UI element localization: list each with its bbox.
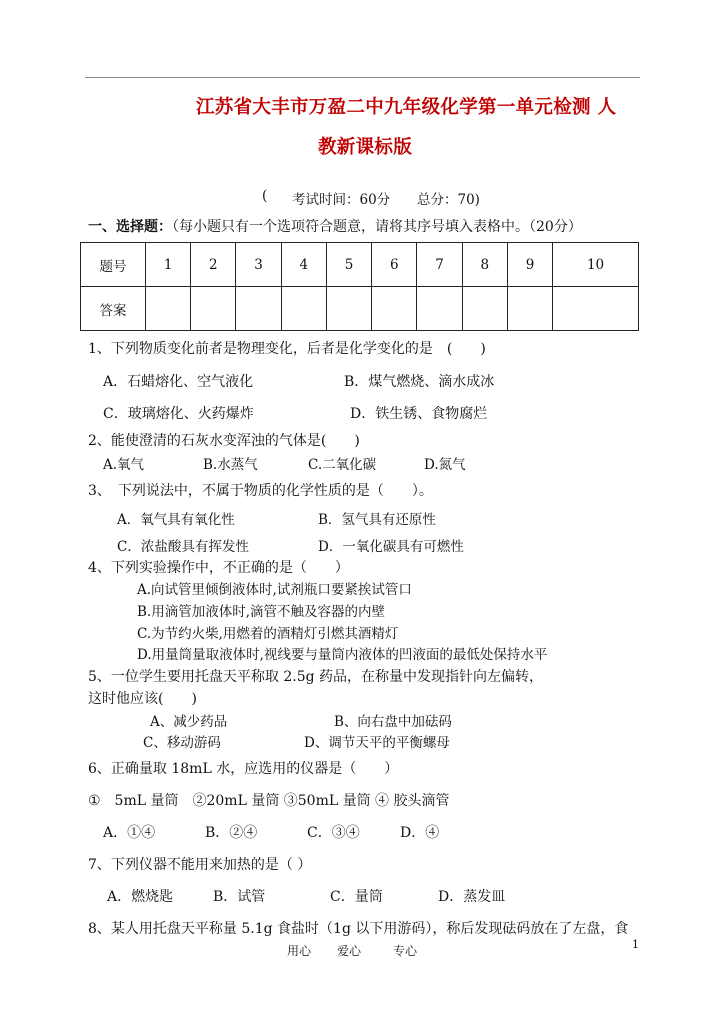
q7-option-a: A．燃烧匙	[107, 889, 174, 905]
q2-option-b: B.水蒸气	[203, 457, 258, 473]
q6-option-c: C．③④	[307, 825, 360, 841]
q1-option-b: B．煤气燃烧、滴水成冰	[344, 374, 495, 390]
q6-option-d: D．④	[400, 825, 440, 841]
answer-cell[interactable]	[417, 287, 462, 331]
q5-option-c: C、移动游码	[143, 735, 221, 751]
table-cell-number: 6	[372, 243, 417, 287]
table-cell-number: 1	[146, 243, 191, 287]
q6-option-b: B．②④	[205, 825, 258, 841]
footer-text-yongxin: 用心	[287, 944, 312, 958]
document-title-line2: 教新课标版	[318, 137, 413, 158]
q4-option-d: D.用量筒量取液体时,视线要与量筒内液体的凹液面的最低处保持水平	[137, 647, 548, 663]
q5-stem-line1: 5、一位学生要用托盘天平称取 2.5g 药品，在称量中发现指针向左偏转，	[88, 669, 544, 685]
footer-text-aixin: 爱心	[337, 944, 362, 958]
q1-stem: 1、下列物质变化前者是物理变化，后者是化学变化的是 ( )	[88, 341, 486, 357]
q6-items: ① 5mL 量筒 ②20mL 量筒 ③50mL 量筒 ④ 胶头滴管	[88, 793, 450, 809]
q7-option-b: B．试管	[213, 889, 266, 905]
answer-cell[interactable]	[146, 287, 191, 331]
answer-cell[interactable]	[372, 287, 417, 331]
table-cell-number: 3	[236, 243, 281, 287]
q4-option-b: B.用滴管加液体时,滴管不触及容器的内壁	[137, 604, 386, 620]
q3-option-b: B．氢气具有还原性	[318, 512, 436, 528]
table-header-answer-label: 答案	[81, 287, 146, 331]
q2-stem: 2、能使澄清的石灰水变浑浊的气体是( )	[88, 433, 360, 449]
q1-option-d: D．铁生锈、食物腐烂	[350, 406, 488, 422]
table-cell-number: 7	[417, 243, 462, 287]
q7-option-c: C．量筒	[330, 889, 383, 905]
q1-option-c: C．玻璃熔化、火药爆炸	[103, 406, 254, 422]
table-cell-number: 10	[553, 243, 639, 287]
answer-cell[interactable]	[281, 287, 326, 331]
document-title-line1: 江苏省大丰市万盈二中九年级化学第一单元检测 人	[196, 97, 617, 118]
q1-option-a: A．石蜡熔化、空气液化	[103, 374, 254, 390]
q3-stem: 3、 下列说法中，不属于物质的化学性质的是（ ）。	[88, 483, 433, 499]
footer-text-zhuanxin: 专心	[393, 944, 418, 958]
q8-stem: 8、某人用托盘天平称量 5.1g 食盐时（1g 以下用游码），称后发现砝码放在了左盘，食	[88, 921, 629, 937]
answer-cell[interactable]	[462, 287, 507, 331]
q2-option-c: C.二氧化碳	[308, 457, 377, 473]
q2-option-d: D.氮气	[424, 457, 466, 473]
q4-option-c: C.为节约火柴,用燃着的酒精灯引燃其酒精灯	[137, 626, 399, 642]
answer-cell[interactable]	[191, 287, 236, 331]
table-cell-number: 9	[507, 243, 552, 287]
q6-option-a: A．①④	[103, 825, 156, 841]
q4-option-a: A.向试管里倾倒液体时,试剂瓶口要紧挨试管口	[137, 582, 412, 598]
table-cell-number: 5	[326, 243, 371, 287]
q4-stem: 4、下列实验操作中，不正确的是（ ）	[88, 560, 349, 576]
section1-heading	[88, 216, 582, 236]
q5-option-d: D、调节天平的平衡螺母	[304, 735, 450, 751]
q7-stem: 7、下列仪器不能用来加热的是（ ）	[88, 857, 312, 873]
header-rule	[85, 77, 640, 78]
table-cell-number: 4	[281, 243, 326, 287]
answer-table	[80, 242, 639, 331]
table-row-answers	[81, 287, 639, 331]
q3-option-c: C．浓盐酸具有挥发性	[117, 539, 249, 555]
table-cell-number: 8	[462, 243, 507, 287]
q6-stem: 6、正确量取 18mL 水，应选用的仪器是（ ）	[88, 761, 399, 777]
q7-option-d: D．蒸发皿	[438, 889, 506, 905]
answer-cell[interactable]	[236, 287, 281, 331]
q2-option-a: A.氧气	[103, 457, 145, 473]
exam-info-open-paren: (	[262, 188, 268, 204]
page-number: 1	[632, 938, 639, 951]
q5-stem-line2: 这时他应该( )	[88, 691, 197, 707]
section1-title: 一、选择题：	[88, 219, 172, 235]
exam-total-score: 总分：70)	[417, 192, 480, 208]
answer-cell[interactable]	[326, 287, 371, 331]
exam-time: 考试时间：60分	[292, 192, 391, 208]
answer-cell[interactable]	[553, 287, 639, 331]
q5-option-a: A、减少药品	[150, 714, 228, 730]
section1-note: （每小题只有一个选项符合题意，请将其序号填入表格中。（20分）	[172, 219, 582, 235]
table-cell-number: 2	[191, 243, 236, 287]
table-row-numbers	[81, 243, 639, 287]
q3-option-a: A．氧气具有氧化性	[117, 512, 235, 528]
q3-option-d: D．一氧化碳具有可燃性	[318, 539, 464, 555]
table-header-number-label: 题号	[81, 243, 146, 287]
q5-option-b: B、向右盘中加砝码	[334, 714, 452, 730]
answer-cell[interactable]	[507, 287, 552, 331]
